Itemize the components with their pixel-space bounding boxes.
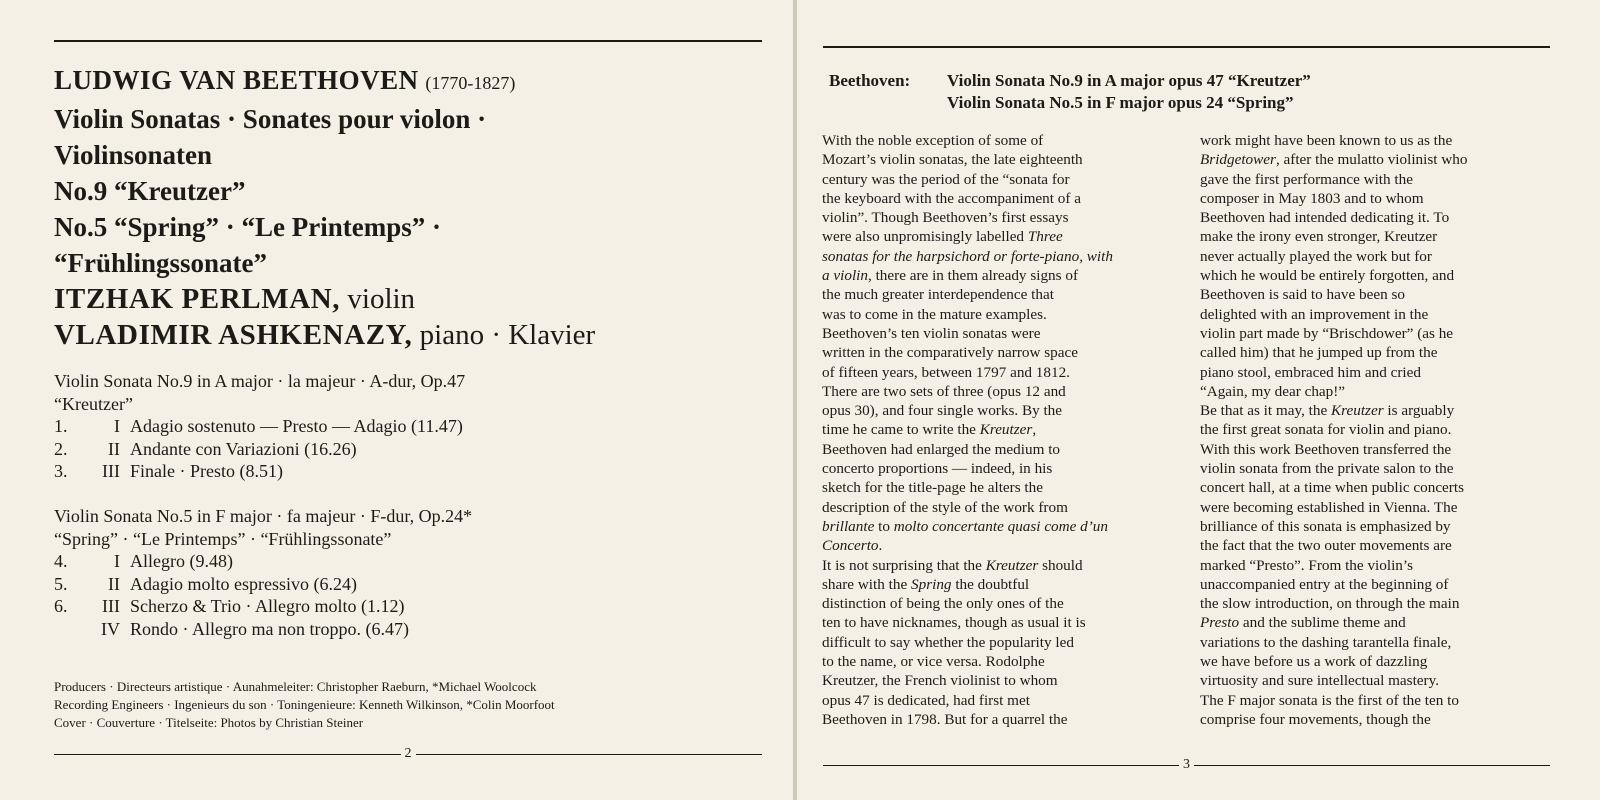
text-line: Mozart’s violin sonatas, the late eighteenth	[822, 151, 1083, 169]
text-line: There are two sets of three (opus 12 and	[822, 382, 1066, 400]
text-line: the slow introduction, on through the main	[1200, 595, 1460, 613]
track-number: 6.	[54, 596, 68, 616]
top-rule	[54, 40, 762, 42]
text-line: were also unpromisingly labelled Three	[822, 228, 1063, 246]
title-line: “Frühlingssonate”	[54, 248, 268, 278]
text-line: the fact that the two outer movements are	[1200, 537, 1452, 555]
sonata-subtitle: “Kreutzer”	[54, 393, 133, 414]
heading-row	[829, 92, 1311, 114]
text-line: to the name, or vice versa. Rodolphe	[822, 653, 1045, 671]
text-line: delighted with an improvement in the	[1200, 305, 1429, 323]
text-line: sonatas for the harpsichord or forte-piano, with	[822, 247, 1113, 265]
track-item	[54, 550, 774, 573]
text-line: Beethoven had enlarged the medium to	[822, 440, 1061, 458]
text-line: the first great sonata for violin and piano.	[1200, 421, 1452, 439]
text-line: opus 30), and four single works. By the	[822, 402, 1063, 420]
top-rule	[823, 46, 1550, 48]
heading-line: Violin Sonata No.9 in A major opus 47 “Kreutzer”	[947, 71, 1311, 90]
text-line: Bridgetower, after the mulatto violinist who	[1200, 151, 1468, 169]
text-line: concerto proportions — indeed, in his	[822, 460, 1053, 478]
text-line: work might have been known to us as the	[1200, 132, 1453, 149]
text-line: It is not surprising that the Kreutzer should	[822, 556, 1083, 574]
movement-numeral: III	[102, 461, 120, 481]
text-line: were becoming established in Vienna. The	[1200, 498, 1458, 516]
movement-title: Finale · Presto (8.51)	[130, 461, 283, 481]
text-line: variations to the dashing tarantella finale,	[1200, 633, 1452, 651]
text-line: make the irony even stronger, Kreutzer	[1200, 228, 1438, 246]
text-line: opus 47 is dedicated, had first met	[822, 691, 1030, 709]
page-footer	[823, 758, 1550, 772]
track-number: 4.	[54, 551, 68, 571]
text-line: ten to have nicknames, though as usual it is	[822, 614, 1086, 632]
text-line: marked “Presto”. From the violin’s	[1200, 556, 1414, 574]
footer-line	[823, 765, 1179, 766]
title-block	[54, 62, 774, 353]
page-number: 2	[404, 746, 412, 761]
text-line: Kreutzer, the French violinist to whom	[822, 672, 1058, 690]
page-number: 3	[1183, 757, 1190, 772]
performer-name: VLADIMIR ASHKENAZY,	[54, 319, 413, 351]
text-line: distinction of being the only ones of the	[822, 595, 1064, 613]
text-line: we have before us a work of dazzling	[1200, 653, 1428, 671]
text-line: Presto and the sublime theme and	[1200, 614, 1406, 632]
heading-row	[829, 70, 1311, 92]
performer-line	[54, 317, 774, 353]
text-line: brillante to molto concertante quasi come d’un	[822, 517, 1108, 535]
credits-block	[54, 678, 774, 732]
movement-numeral: III	[102, 596, 120, 616]
track-item	[54, 415, 774, 438]
performer-role: piano · Klavier	[412, 319, 596, 351]
text-column-2	[1200, 131, 1546, 729]
sonata-no5-listing	[54, 505, 774, 640]
text-line: virtuosity and sure intellectual mastery.	[1200, 672, 1439, 690]
text-line: comprise four movements, though the	[1200, 710, 1431, 728]
movement-numeral: I	[114, 551, 120, 571]
text-line: called him) that he jumped up from the	[1200, 344, 1438, 362]
text-column-1	[822, 131, 1168, 729]
footer-line	[416, 754, 763, 755]
text-line: violin sonata from the private salon to the	[1200, 460, 1454, 478]
title-line: No.5 “Spring” · “Le Printemps” ·	[54, 212, 442, 242]
text-line: a violin, there are in them already signs of	[822, 267, 1078, 285]
text-line: piano stool, embraced him and cried	[1200, 363, 1421, 381]
movement-numeral: IV	[101, 618, 120, 639]
left-page	[0, 0, 793, 800]
movement-title: Adagio sostenuto — Presto — Adagio (11.47)	[130, 416, 463, 436]
text-line: share with the Spring the doubtful	[822, 575, 1030, 593]
text-line: never actually played the work but for	[1200, 247, 1432, 265]
track-number: 3.	[54, 461, 68, 481]
text-line: the much greater interdependence that	[822, 286, 1054, 304]
track-number	[54, 618, 84, 641]
track-number: 5.	[54, 573, 68, 594]
footer-line	[1194, 765, 1550, 766]
sonata-title: Violin Sonata No.5 in F major · fa majeur · F-dur, Op.24*	[54, 506, 473, 526]
footer-line	[54, 754, 401, 755]
sonata-no9-listing	[54, 370, 774, 483]
article-heading	[829, 70, 1311, 114]
text-line: violin”. Though Beethoven’s first essays	[822, 209, 1069, 227]
sonata-title: Violin Sonata No.9 in A major · la majeur · A-dur, Op.47	[54, 371, 466, 391]
text-line: Beethoven had intended dedicating it. To	[1200, 209, 1450, 227]
text-line: gave the first performance with the	[1200, 170, 1413, 188]
text-line: brilliance of this sonata is emphasized by	[1200, 517, 1451, 535]
track-item	[54, 438, 774, 461]
composer-name: LUDWIG VAN BEETHOVEN	[54, 65, 419, 95]
text-line: Be that as it may, the Kreutzer is arguably	[1200, 402, 1455, 420]
movement-numeral: II	[108, 573, 120, 594]
track-item	[54, 460, 774, 483]
text-line: sketch for the title-page he alters the	[822, 479, 1043, 497]
page-footer	[54, 747, 762, 761]
text-line: the keyboard with the accompaniment of a	[822, 189, 1081, 207]
movement-title: Andante con Variazioni (16.26)	[130, 438, 357, 459]
movement-numeral: II	[108, 438, 120, 459]
text-line: description of the style of the work from	[822, 498, 1068, 516]
text-line: With the noble exception of some of	[822, 132, 1044, 149]
movement-title: Adagio molto espressivo (6.24)	[130, 573, 357, 594]
text-line: With this work Beethoven transferred the	[1200, 440, 1452, 458]
text-line: time he came to write the Kreutzer,	[822, 421, 1037, 439]
text-line: difficult to say whether the popularity led	[822, 633, 1074, 651]
composer-dates: (1770-1827)	[425, 73, 516, 93]
movement-title: Allegro (9.48)	[130, 551, 233, 571]
text-line: violin part made by “Brischdower” (as he	[1200, 324, 1454, 342]
heading-line: Violin Sonata No.5 in F major opus 24 “Spring”	[947, 93, 1294, 112]
credit-line: Recording Engineers · Ingenieurs du son · Toningenieure: Kenneth Wilkinson, *Colin Moorfoot	[54, 697, 555, 712]
title-line: Violinsonaten	[54, 140, 213, 170]
track-number: 2.	[54, 438, 68, 459]
track-item	[54, 595, 774, 618]
text-line: written in the comparatively narrow space	[822, 344, 1078, 362]
text-line: Beethoven is said to have been so	[1200, 286, 1405, 304]
text-line: Concerto.	[822, 537, 883, 555]
track-item	[54, 618, 774, 641]
text-line: unaccompanied entry at the beginning of	[1200, 575, 1449, 593]
text-line: concert hall, at a time when public concerts	[1200, 479, 1464, 497]
title-line: No.9 “Kreutzer”	[54, 176, 246, 206]
movement-title: Scherzo & Trio · Allegro molto (1.12)	[130, 596, 405, 616]
text-line: century was the period of the “sonata for	[822, 170, 1070, 188]
performer-name: ITZHAK PERLMAN,	[54, 283, 341, 315]
text-line: composer in May 1803 and to whom	[1200, 189, 1424, 207]
title-line: Violin Sonatas · Sonates pour violon ·	[54, 104, 487, 134]
credit-line: Cover · Couverture · Titelseite: Photos by Christian Steiner	[54, 715, 364, 730]
text-line: was to come in the mature examples.	[822, 305, 1047, 323]
text-line: Beethoven in 1798. But for a quarrel the	[822, 710, 1068, 728]
text-line: The F major sonata is the first of the ten to	[1200, 691, 1459, 709]
text-line: Beethoven’s ten violin sonatas were	[822, 324, 1041, 342]
movement-numeral: I	[114, 416, 120, 436]
heading-indent	[829, 92, 947, 114]
text-line: of fifteen years, between 1797 and 1812.	[822, 363, 1070, 381]
track-item	[54, 573, 774, 596]
credit-line: Producers · Directeurs artistique · Aunahmeleiter: Christopher Raeburn, *Michael Woolcock	[54, 679, 537, 694]
text-line: which he would be entirely forgotten, and	[1200, 267, 1455, 285]
composer-line	[54, 62, 774, 101]
movement-title: Rondo · Allegro ma non troppo. (6.47)	[130, 618, 409, 639]
track-number: 1.	[54, 416, 68, 436]
heading-lead: Beethoven:	[829, 71, 911, 90]
sonata-subtitle: “Spring” · “Le Printemps” · “Frühlingssonate”	[54, 528, 392, 549]
performer-line	[54, 281, 774, 317]
performer-role: violin	[340, 283, 416, 315]
text-line: “Again, my dear chap!”	[1200, 382, 1346, 400]
